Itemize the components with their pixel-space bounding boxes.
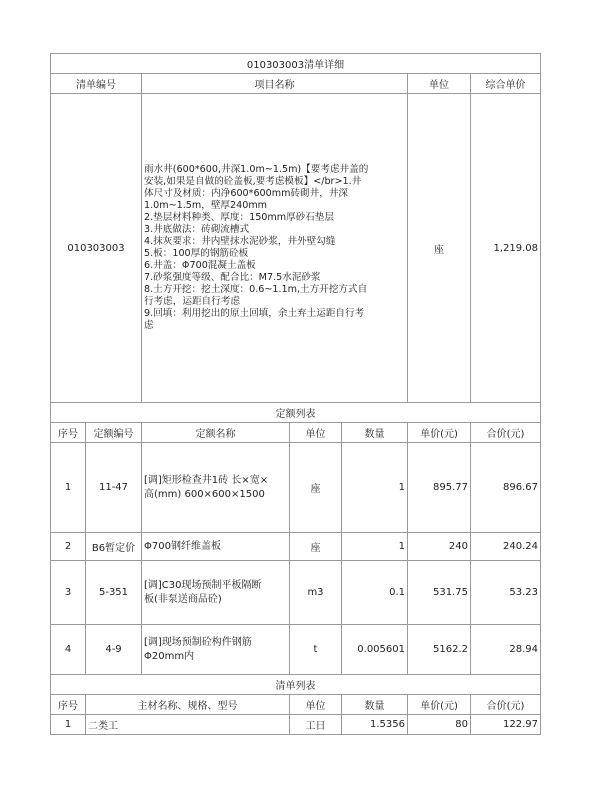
- quota-qty: 1: [342, 533, 408, 561]
- quota-name: [142, 533, 290, 561]
- description-line: 7.砂浆强度等级、配合比：M7.5水泥砂浆: [144, 272, 321, 283]
- quota-name-line: 板(非泵送商品砼): [144, 593, 222, 605]
- description-line: 5.板：100厚的钢筋砼板: [144, 248, 249, 259]
- quota-total: 28.94: [471, 625, 541, 675]
- bill-price: 1,219.08: [471, 94, 541, 403]
- material-header-no: 序号: [51, 695, 86, 715]
- description-line: 9.回填：利用挖出的原土回填，余土弃土运距自行考: [144, 308, 365, 319]
- material-header-price: 单价(元): [408, 695, 471, 715]
- description-line: 雨水井(600*600,井深1.0m~1.5m)【要考虑井盖的: [144, 164, 369, 175]
- quota-unit: t: [290, 625, 342, 675]
- quota-header-qty: 数量: [342, 423, 408, 443]
- quota-name-line: Φ20mm内: [144, 650, 195, 662]
- quota-header-price: 单价(元): [408, 423, 471, 443]
- quota-unit: 座: [290, 533, 342, 561]
- description-line: 安装,如果是自做的砼盖板,要考虑模板】</br>1.井: [144, 176, 362, 187]
- quota-no: 3: [51, 561, 86, 625]
- description-line: 3.井底做法：砖砌流槽式: [144, 224, 250, 235]
- material-name: 二类工: [86, 715, 290, 735]
- bill-detail-table: [50, 53, 541, 735]
- quota-price: 531.75: [408, 561, 471, 625]
- quota-row: [51, 561, 541, 625]
- material-qty: 1.5356: [342, 715, 408, 735]
- sheet-title: 010303003清单详细: [51, 54, 541, 74]
- quota-price: 240: [408, 533, 471, 561]
- description-line: 行考虑，运距自行考虑: [144, 296, 240, 307]
- material-price: 80: [408, 715, 471, 735]
- quota-header-unit: 单位: [290, 423, 342, 443]
- quota-qty: 0.1: [342, 561, 408, 625]
- quota-name-line: [调]现场预制砼构件钢筋: [144, 636, 252, 648]
- description-line: 8.土方开挖：挖土深度：0.6~1.1m,土方开挖方式自: [144, 284, 368, 295]
- quota-header-no: 序号: [51, 423, 86, 443]
- material-header-name: 主材名称、规格、型号: [86, 695, 290, 715]
- quota-name-line: [调]C30现场预制平板隔断: [144, 579, 262, 591]
- material-section-title: 清单列表: [51, 675, 541, 695]
- description-line: 虑: [144, 320, 154, 331]
- material-unit: 工日: [290, 715, 342, 735]
- bill-description: [142, 94, 408, 403]
- quota-qty: 1: [342, 443, 408, 533]
- quota-header-code: 定额编号: [86, 423, 142, 443]
- description-line: 体尺寸及材质：内净600*600mm砖砌井，井深: [144, 188, 349, 199]
- quota-code: B6暂定价: [86, 533, 142, 561]
- bill-unit: 座: [408, 94, 471, 403]
- header-bill-code: 清单编号: [51, 74, 142, 94]
- header-unit: 单位: [408, 74, 471, 94]
- quota-name-line: [调]矩形检查井1砖 长×宽×: [144, 474, 269, 486]
- material-header-total: 合价(元): [471, 695, 541, 715]
- description-line: 1.0m~1.5m，壁厚240mm: [144, 200, 268, 211]
- quota-total: 53.23: [471, 561, 541, 625]
- quota-no: 1: [51, 443, 86, 533]
- material-row: [51, 715, 541, 735]
- description-line: 2.垫层材料种类、厚度：150mm厚砂石垫层: [144, 212, 335, 223]
- quota-no: 2: [51, 533, 86, 561]
- quota-name-line: 高(mm) 600×600×1500: [144, 488, 265, 500]
- quota-header-name: 定额名称: [142, 423, 290, 443]
- quota-code: 5-351: [86, 561, 142, 625]
- material-no: 1: [51, 715, 86, 735]
- bill-code: 010303003: [51, 94, 142, 403]
- quota-row: [51, 443, 541, 533]
- quota-name: [142, 443, 290, 533]
- quota-unit: 座: [290, 443, 342, 533]
- quota-row: [51, 625, 541, 675]
- quota-code: 11-47: [86, 443, 142, 533]
- quota-total: 896.67: [471, 443, 541, 533]
- quota-total: 240.24: [471, 533, 541, 561]
- quota-qty: 0.005601: [342, 625, 408, 675]
- quota-no: 4: [51, 625, 86, 675]
- header-unit-price: 综合单价: [471, 74, 541, 94]
- material-header-qty: 数量: [342, 695, 408, 715]
- quota-price: 895.77: [408, 443, 471, 533]
- quota-section-title: 定额列表: [51, 403, 541, 423]
- quota-price: 5162.2: [408, 625, 471, 675]
- description-line: 6.井盖：Φ700混凝土盖板: [144, 260, 256, 271]
- quota-unit: m3: [290, 561, 342, 625]
- description-line: 4.抹灰要求：井内壁抹水泥砂浆，井外壁勾缝: [144, 236, 336, 247]
- quota-row: [51, 533, 541, 561]
- quota-code: 4-9: [86, 625, 142, 675]
- material-header-unit: 单位: [290, 695, 342, 715]
- quota-name: [142, 561, 290, 625]
- quota-name-line: Φ700钢纤维盖板: [144, 540, 221, 552]
- quota-name: [142, 625, 290, 675]
- quota-header-total: 合价(元): [471, 423, 541, 443]
- header-item-name: 项目名称: [142, 74, 408, 94]
- material-total: 122.97: [471, 715, 541, 735]
